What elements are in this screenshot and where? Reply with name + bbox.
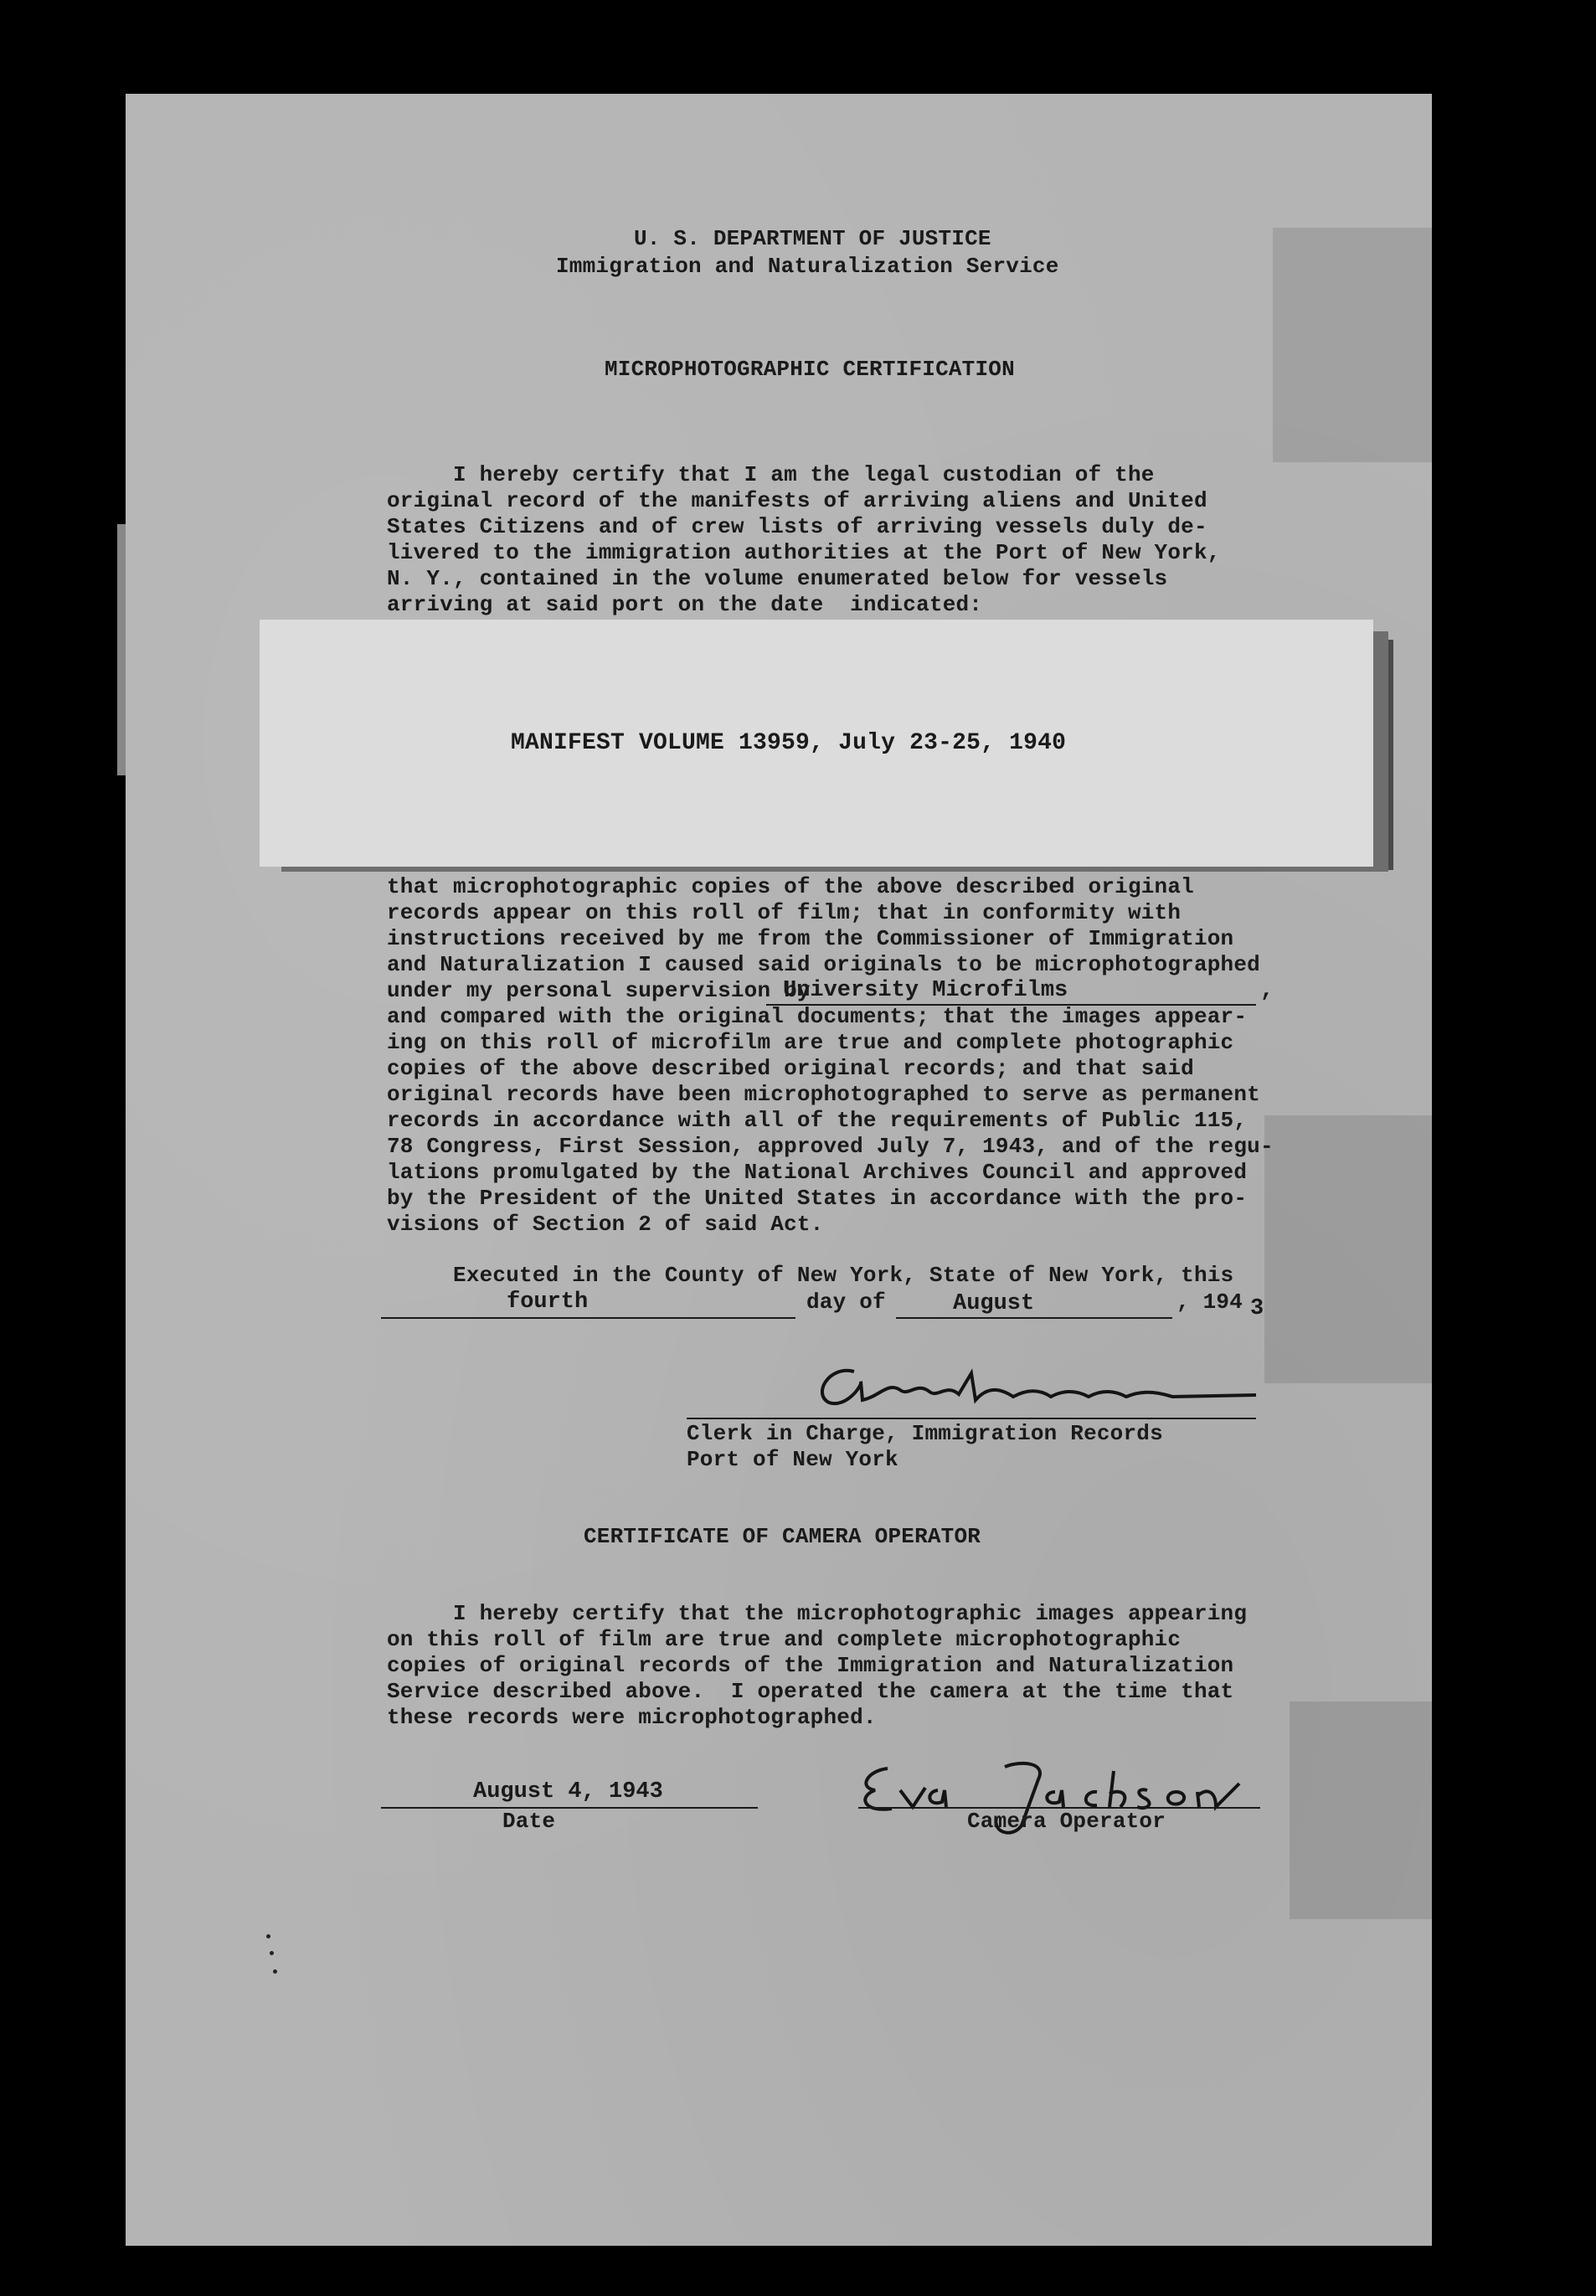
paragraph-line: arriving at said port on the date indicated:: [387, 592, 983, 617]
clerk-signature-line: [687, 1418, 1256, 1419]
executed-year-prefix: , 194: [1176, 1290, 1243, 1315]
paragraph-line: copies of original records of the Immigration and Naturalization: [387, 1653, 1234, 1678]
paragraph-line: under my personal supervision by: [387, 978, 811, 1003]
executed-day-line: [381, 1317, 795, 1319]
speck: [270, 1951, 274, 1955]
paragraph-line: original records have been microphotographed to serve as permanent: [387, 1082, 1260, 1107]
paragraph-line: records appear on this roll of film; that in conformity with: [387, 900, 1182, 925]
paragraph-line: Service described above. I operated the camera at the time that: [387, 1679, 1234, 1704]
paragraph-line: 78 Congress, First Session, approved July 7, 1943, and of the regu-: [387, 1134, 1274, 1159]
paragraph-line: and compared with the original documents; that the images appear-: [387, 1004, 1248, 1029]
clerk-signature: [804, 1348, 1264, 1423]
executed-statement: Executed in the County of New York, State of New York, this: [387, 1263, 1234, 1288]
paragraph-line: and Naturalization I caused said originals to be microphotographed: [387, 952, 1260, 977]
manifest-label-strip: [260, 620, 1373, 867]
speck: [273, 1969, 277, 1974]
manifest-volume-text: MANIFEST VOLUME 13959, July 23-25, 1940: [511, 730, 1067, 756]
paragraph-line: I hereby certify that the microphotographic images appearing: [387, 1601, 1248, 1626]
operator-role-label: Camera Operator: [967, 1809, 1166, 1834]
supervisor-fill-comma: ,: [1260, 978, 1274, 1003]
paragraph-line: records in accordance with all of the requirements of Public 115,: [387, 1108, 1248, 1133]
speck: [266, 1934, 270, 1938]
supervisor-fill-value: University Microfilms: [783, 978, 1068, 1003]
camera-operator-heading: CERTIFICATE OF CAMERA OPERATOR: [584, 1524, 981, 1549]
operator-date-label: Date: [502, 1809, 556, 1834]
paragraph-line: visions of Section 2 of said Act.: [387, 1212, 824, 1237]
executed-month-value: August: [953, 1291, 1035, 1316]
executed-day-value: fourth: [507, 1290, 589, 1315]
paragraph-line: these records were microphotographed.: [387, 1705, 877, 1730]
paragraph-line: States Citizens and of crew lists of arriving vessels duly de-: [387, 514, 1207, 539]
paragraph-line: that microphotographic copies of the above described original: [387, 874, 1194, 899]
paragraph-line: by the President of the United States in accordance with the pro-: [387, 1186, 1248, 1211]
clerk-location: Port of New York: [687, 1447, 898, 1472]
clerk-title: Clerk in Charge, Immigration Records: [687, 1421, 1163, 1446]
executed-day-of-label: day of: [806, 1290, 886, 1315]
department-heading: U. S. DEPARTMENT OF JUSTICE: [634, 226, 991, 251]
paragraph-line: N. Y., contained in the volume enumerated below for vessels: [387, 566, 1168, 591]
service-heading: Immigration and Naturalization Service: [556, 254, 1059, 279]
paragraph-line: original record of the manifests of arriving aliens and United: [387, 488, 1207, 513]
executed-month-line: [896, 1317, 1172, 1319]
paragraph-line: ing on this roll of microfilm are true and complete photographic: [387, 1030, 1234, 1055]
executed-year-suffix: 3: [1250, 1296, 1264, 1321]
paragraph-line: on this roll of film are true and complete microphotographic: [387, 1627, 1182, 1652]
paragraph-line: lations promulgated by the National Archives Council and approved: [387, 1160, 1248, 1185]
paragraph-line: livered to the immigration authorities at the Port of New York,: [387, 540, 1221, 565]
document-title: MICROPHOTOGRAPHIC CERTIFICATION: [605, 357, 1015, 382]
paragraph-line: I hereby certify that I am the legal custodian of the: [387, 462, 1155, 487]
paragraph-line: copies of the above described original records; and that said: [387, 1056, 1194, 1081]
paragraph-line: instructions received by me from the Commissioner of Immigration: [387, 926, 1234, 951]
operator-date-line: [381, 1807, 758, 1809]
operator-date-value: August 4, 1943: [473, 1779, 663, 1804]
bleed-through-ghost: [1239, 194, 1490, 2036]
